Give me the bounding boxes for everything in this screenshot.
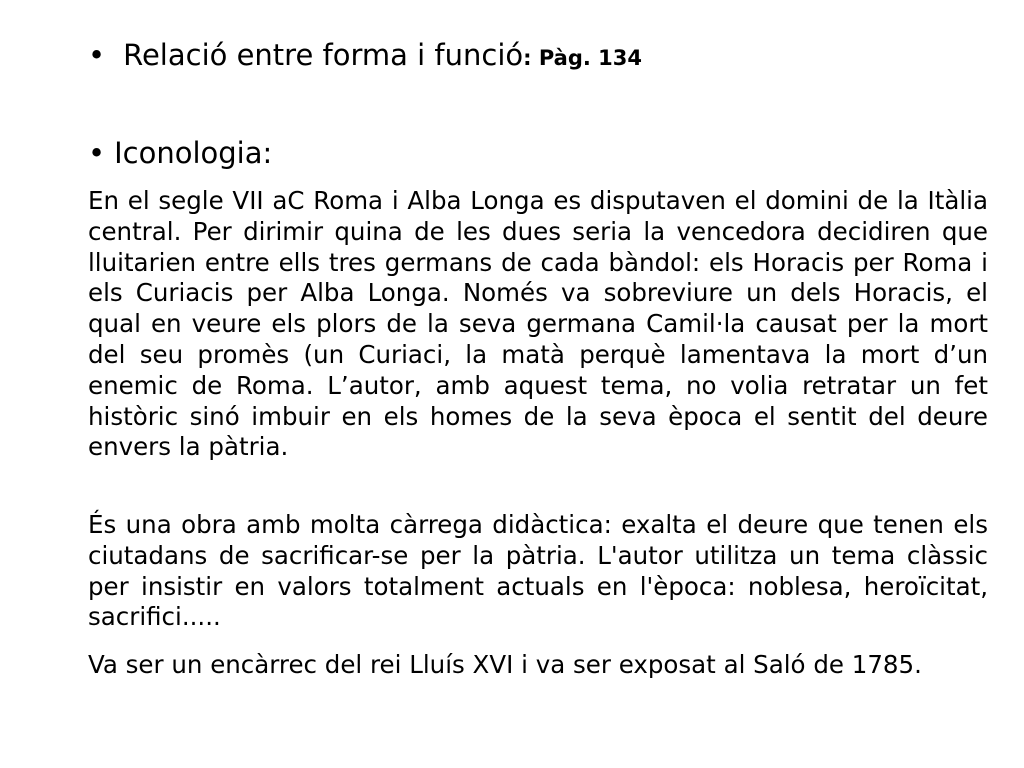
page-reference: : Pàg. 134 (523, 46, 642, 70)
paragraph-commission: Va ser un encàrrec del rei Lluís XVI i va ser exposat al Saló de 1785. (88, 650, 922, 679)
bullet-marker: • (88, 136, 106, 170)
bullet-iconologia (88, 136, 272, 170)
paragraph-didactic-content: És una obra amb molta càrrega didàctica: exalta el deure que tenen els ciutadans de sacrificar-se per la pàtria. L'autor utilitza un tema clàssic per insistir en valors totalment actuals en l'època: noblesa, heroïcitat, sacrifici..... (88, 510, 988, 632)
paragraph-historical-context: En el segle VII aC Roma i Alba Longa es disputaven el domini de la Itàlia central. Per dirimir quina de les dues seria la vencedora decidiren que lluitarien entre ells tres germans de cada bàndol: els Horacis per Roma i els Curiacis per Alba Longa. Només va sobreviure un dels Horacis, el qual en veure els plors de la seva germana Camil·la causat per la mort del seu promès (un Curiaci, la matà perquè lamentava la mort d’un enemic de Roma. L’autor, amb aquest tema, no volia retratar un fet històric sinó imbuir en els homes de la seva època el sentit del deure envers la pàtria. (88, 186, 988, 462)
bullet-forma-funcio (88, 38, 642, 75)
bullet-marker: • (88, 38, 106, 72)
bullet-heading-text: Relació entre forma i funció (123, 38, 524, 72)
bullet-heading-text: Iconologia: (114, 136, 273, 170)
